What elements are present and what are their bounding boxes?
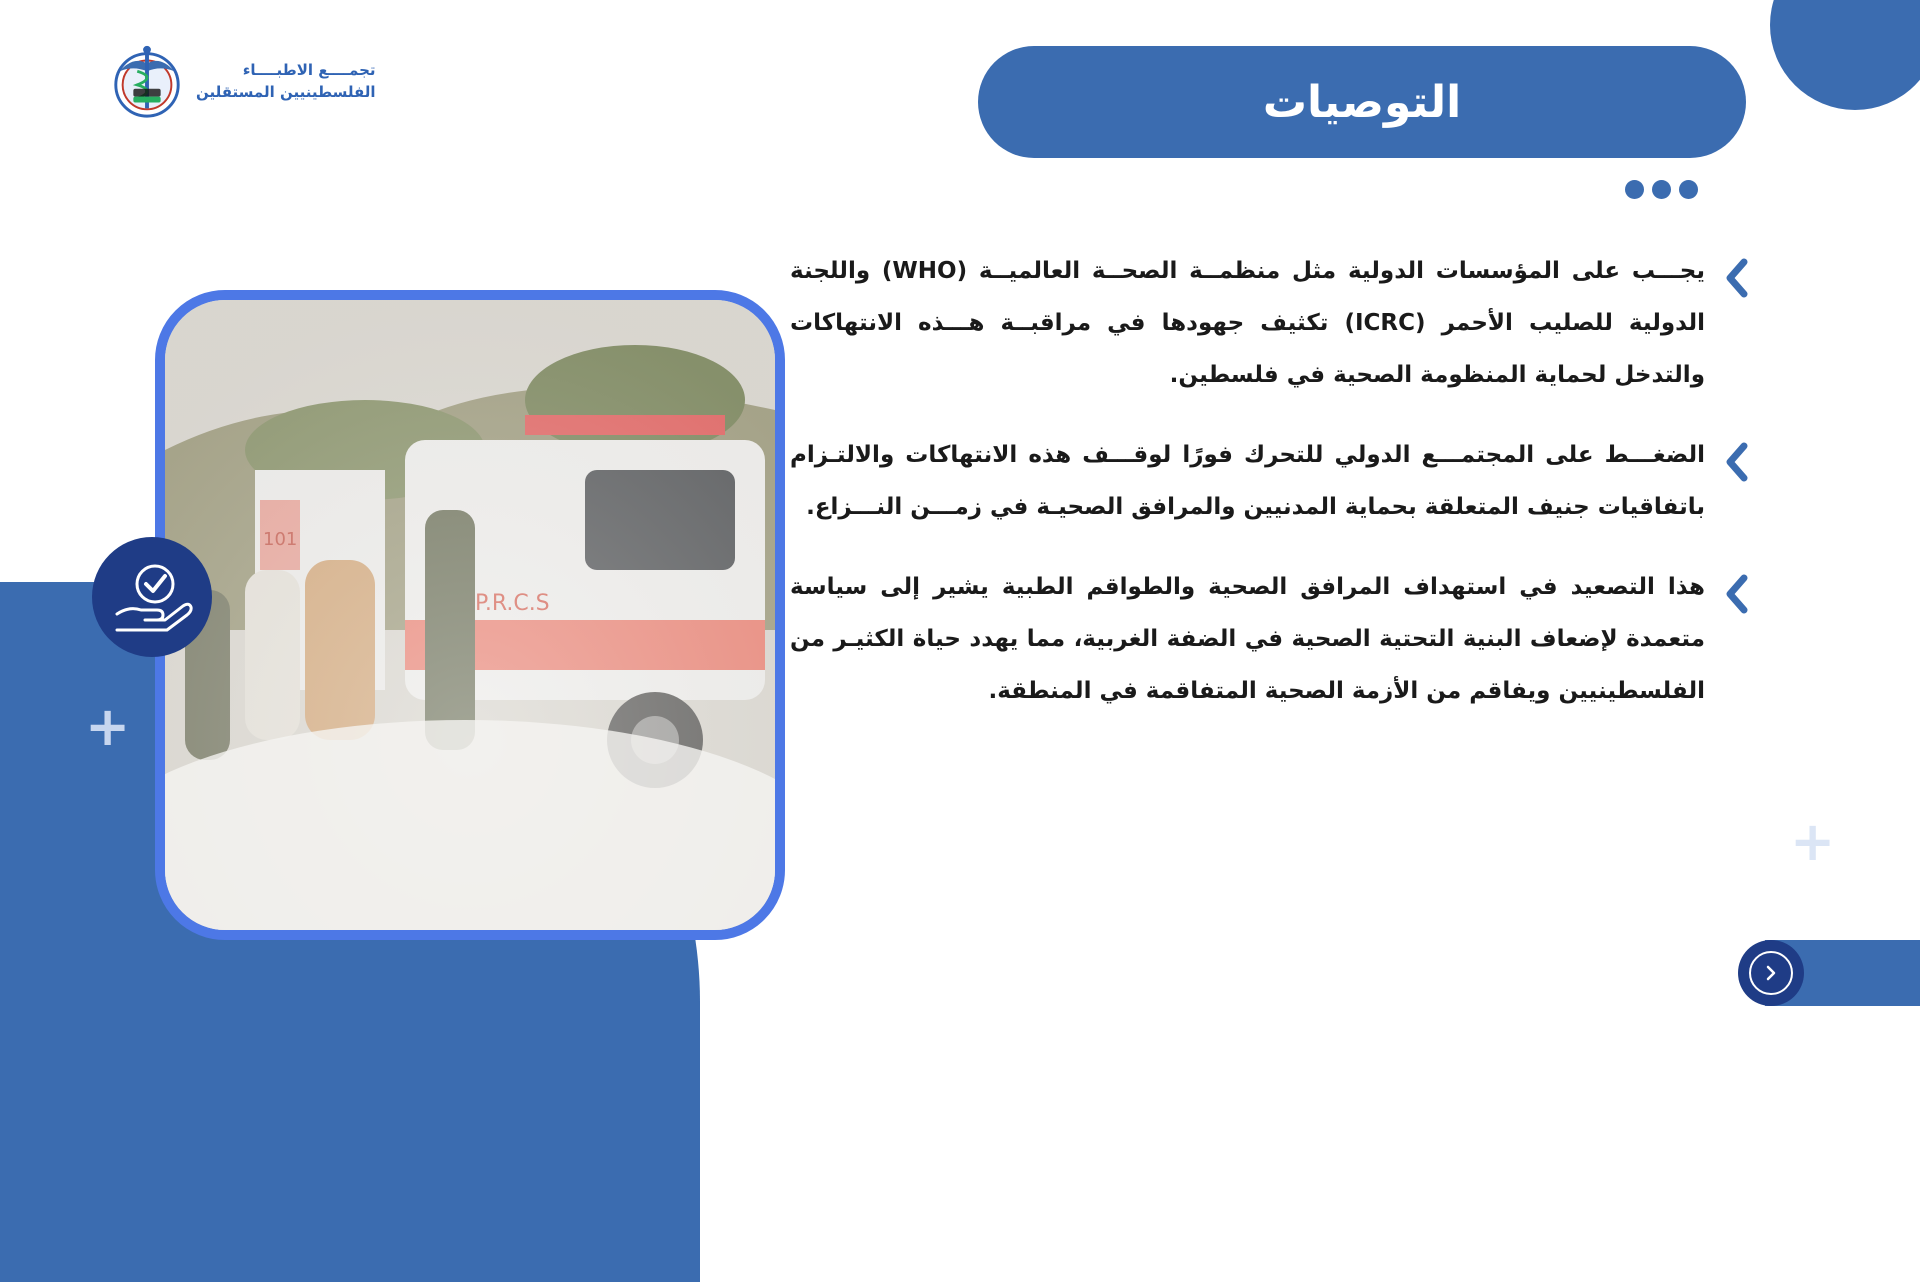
page-title: التوصيات (1262, 76, 1462, 128)
recommendation-text: هذا التصعيد في استهداف المرافق الصحية والطواقم الطبية يشير إلى سياسة متعمدة لإضعاف البنية التحتية الصحية في الضفة الغربية، مما يهدد حياة الكثيـر من الفلسطينيين ويفاقم من الأزمة الصحية المتفاقمة في المنطقة. (790, 574, 1705, 704)
logo-line-1: تجمــــع الاطبــــاء (242, 60, 376, 79)
hand-checkmark-icon (109, 554, 195, 640)
dot (1679, 180, 1698, 199)
decorative-dots (1625, 180, 1705, 202)
chevron-left-icon (1724, 258, 1750, 298)
dot (1652, 180, 1671, 199)
medical-caduceus-emblem-icon (108, 42, 186, 120)
hand-checkmark-badge (92, 537, 212, 657)
plus-icon: + (85, 695, 131, 758)
top-right-decoration (1770, 0, 1920, 110)
chevron-right-icon[interactable] (1749, 951, 1793, 995)
recommendation-item (790, 245, 1705, 401)
logo-line-2: الفلسطينيين المستقلين (196, 83, 376, 101)
photo-illustration (165, 300, 775, 930)
chevron-left-icon (1724, 574, 1750, 614)
ambulance-smoke-photo (155, 290, 785, 940)
next-slide-button[interactable] (1738, 940, 1804, 1006)
title-banner (978, 46, 1746, 158)
dot (1625, 180, 1644, 199)
organization-logo (108, 40, 378, 122)
logo-text (196, 59, 376, 104)
recommendation-text: الضغـــط على المجتمـــع الدولي للتحرك فورًا لوقـــف هذه الانتهاكات والالتـزام باتفاقيات جنيف المتعلقة بحماية المدنيين والمرافق الصحيـة في زمـــن النـــزاع. (790, 442, 1705, 520)
recommendations-list (790, 245, 1705, 745)
recommendation-item (790, 561, 1705, 717)
chevron-left-icon (1724, 442, 1750, 482)
recommendation-text: يجـــب على المؤسسات الدولية مثل منظمــة الصحــة العالميــة (WHO) واللجنة الدولية للصليب الأحمر (ICRC) تكثيف جهودها في مراقبــة هـــذه الانتهاكات والتدخل لحماية المنظومة الصحية في فلسطين. (790, 258, 1706, 388)
plus-icon: + (1790, 810, 1836, 873)
recommendation-item (790, 429, 1705, 533)
